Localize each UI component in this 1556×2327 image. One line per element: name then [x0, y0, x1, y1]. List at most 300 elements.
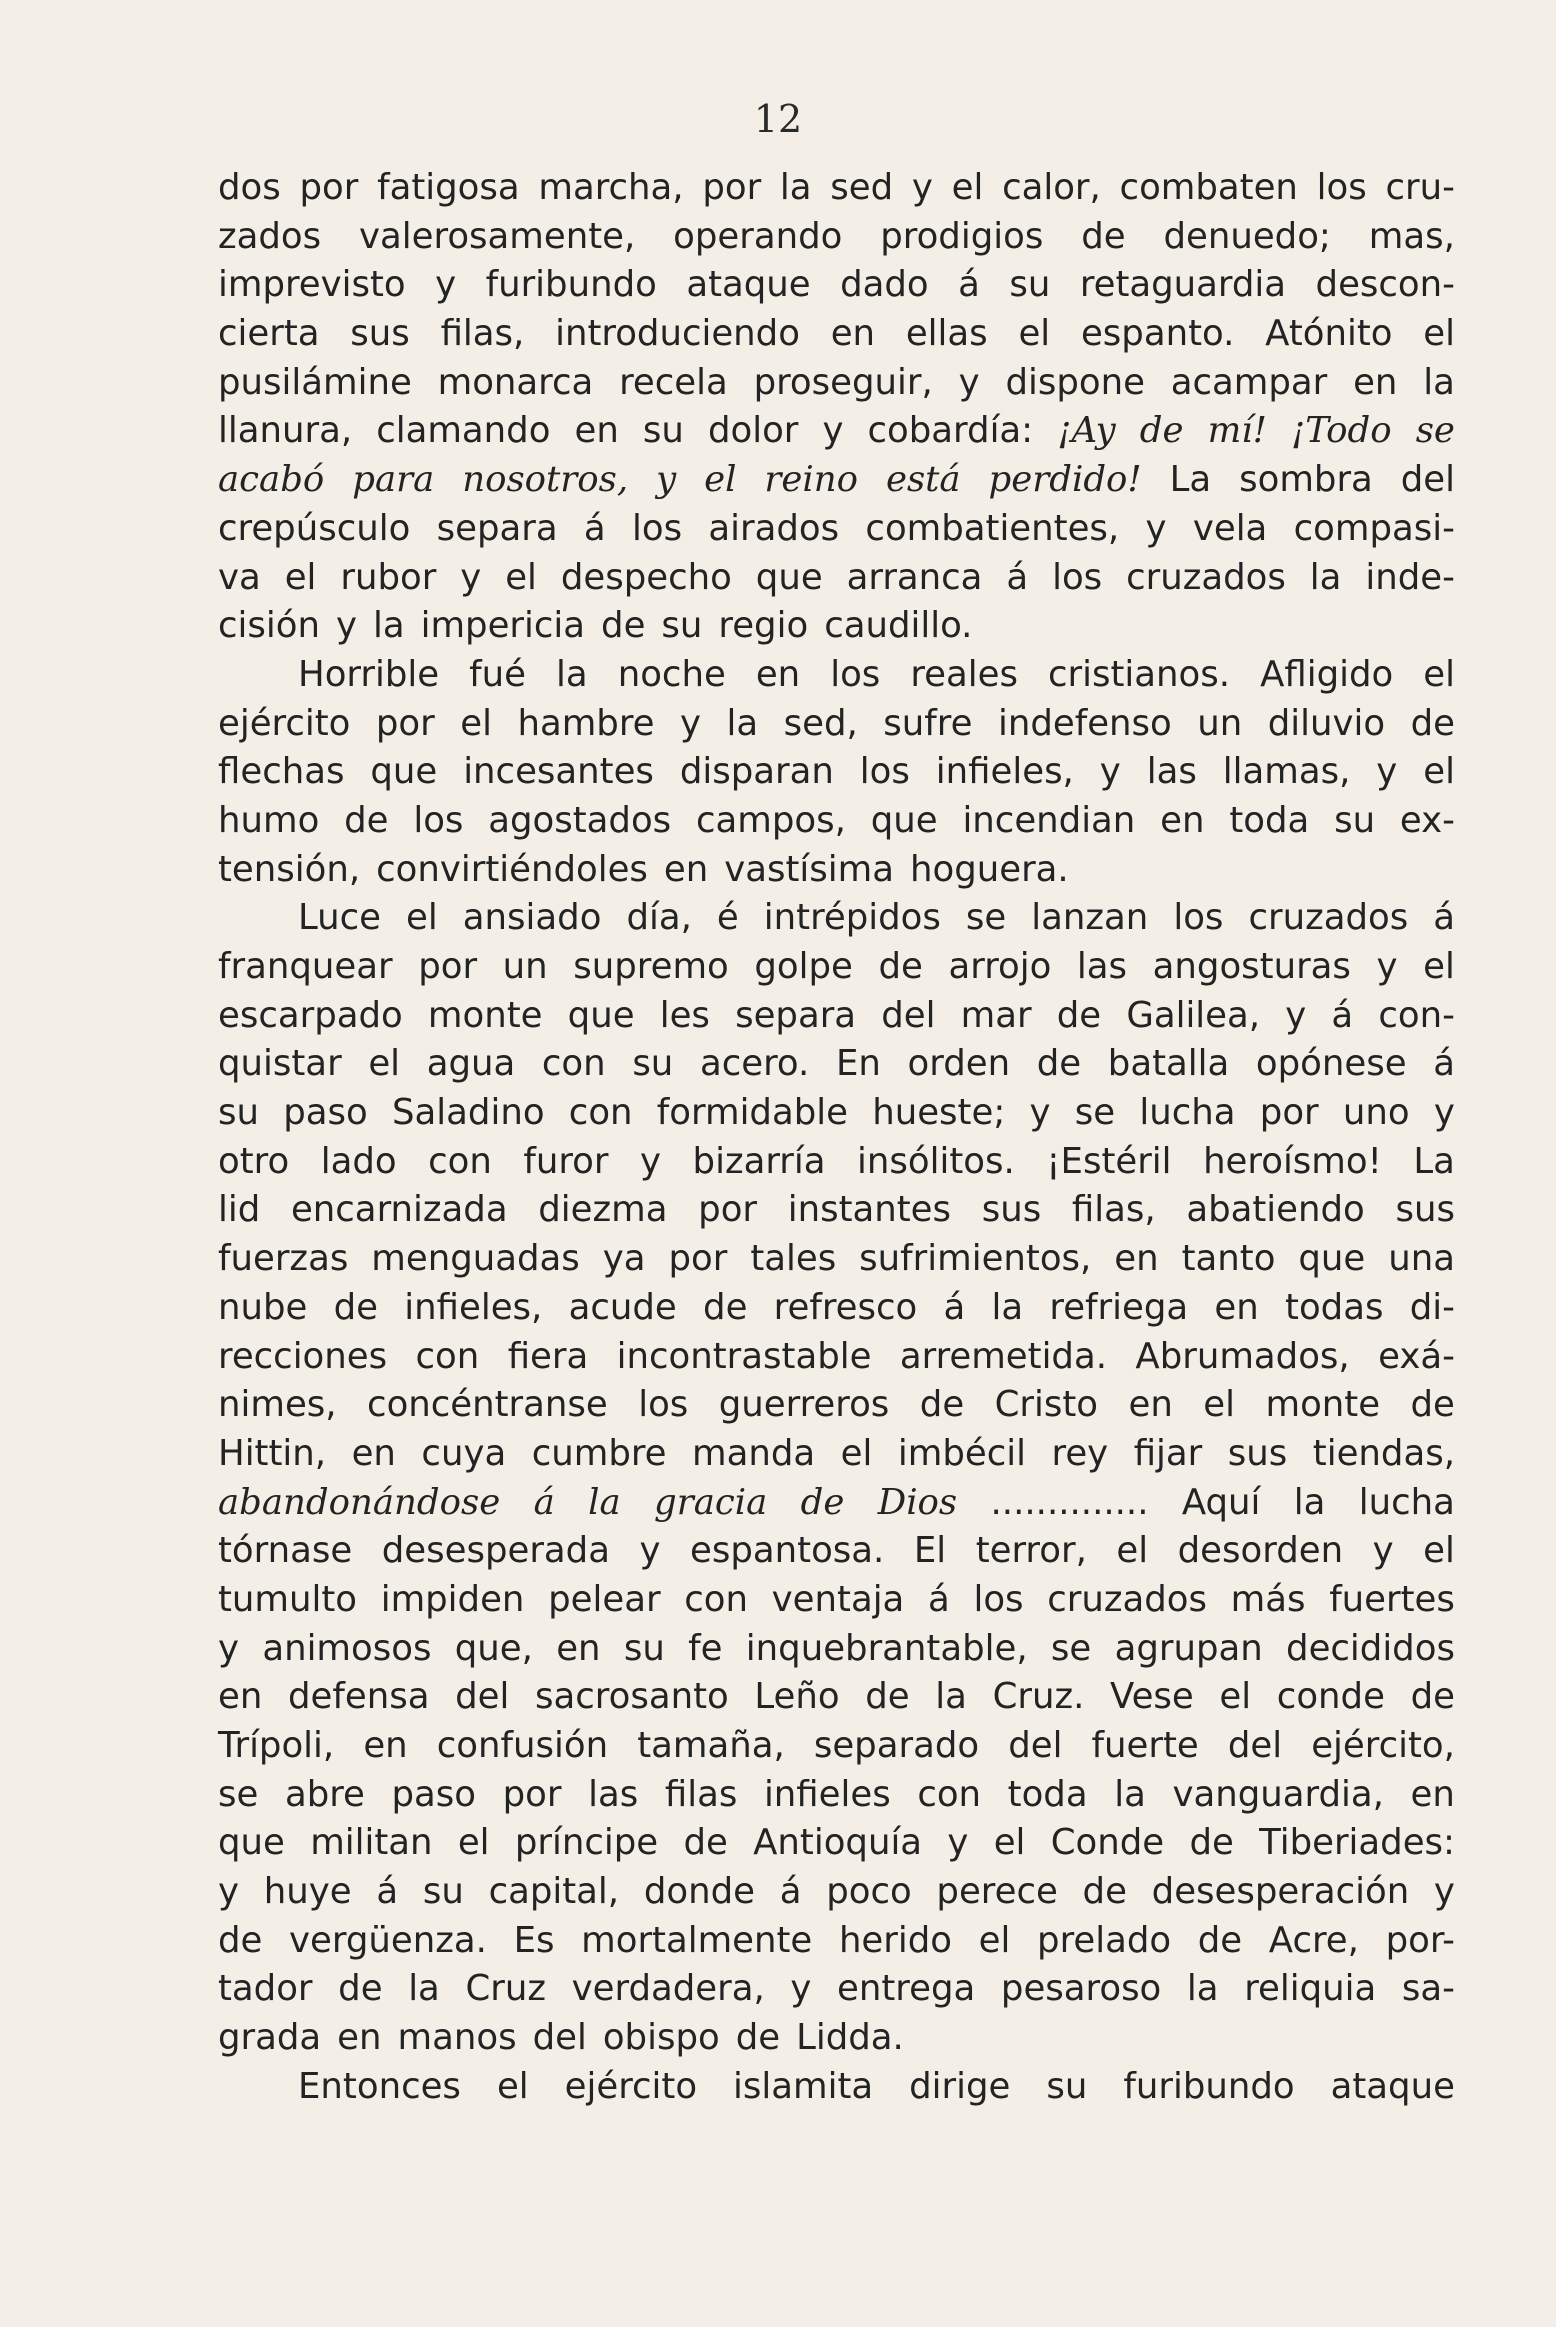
word: lucha [1139, 1092, 1236, 1134]
word: acude [568, 1286, 677, 1328]
word: reales [910, 653, 1018, 695]
word: cristianos. [1048, 653, 1231, 695]
word: concéntranse [367, 1384, 608, 1426]
text-line [218, 1965, 1455, 2014]
word: otro [218, 1140, 290, 1182]
word: las [588, 1773, 639, 1815]
word: Horrible [298, 653, 440, 695]
word: en [1128, 1384, 1173, 1426]
word: sus [1395, 1189, 1455, 1231]
word: en [574, 410, 619, 452]
word: con- [1378, 994, 1455, 1036]
word: que [755, 556, 823, 598]
word: de [218, 1919, 263, 1961]
word: animosos [262, 1627, 432, 1669]
word: los [973, 1578, 1024, 1620]
word: confusión [436, 1725, 609, 1766]
word: á [928, 1578, 950, 1620]
word: de [865, 1676, 910, 1718]
word: el [1018, 313, 1051, 355]
word: y [335, 605, 357, 647]
word: Galilea, [1126, 994, 1261, 1036]
word: su [218, 1092, 259, 1134]
word: recela [619, 361, 728, 403]
word: é [716, 897, 739, 939]
word: el [1423, 1530, 1455, 1572]
word: militan [310, 1822, 433, 1864]
text-line [218, 1625, 1455, 1674]
word: manos [397, 2017, 517, 2059]
word: fiera [507, 1335, 589, 1377]
word: sombra [1239, 459, 1373, 501]
word: en [1114, 1238, 1159, 1280]
word: mar [960, 994, 1032, 1036]
word: cru- [1385, 167, 1455, 208]
word: del [1008, 1725, 1063, 1766]
word: formidable [656, 1092, 848, 1134]
word: Conde [1050, 1822, 1165, 1864]
word: y [680, 702, 702, 744]
word: entrega [837, 1968, 976, 2010]
word: los [859, 751, 910, 793]
text-line [218, 1771, 1455, 1820]
word: fuerzas [218, 1238, 349, 1280]
word: campos, [696, 799, 846, 841]
word: paso [391, 1773, 477, 1815]
text-line [218, 1186, 1455, 1235]
word: guerreros [718, 1384, 890, 1426]
word: la [1186, 1968, 1219, 2010]
word: con [428, 1140, 492, 1182]
word: regio [718, 605, 809, 647]
word: el [993, 1822, 1026, 1864]
word: agua [426, 1043, 516, 1085]
word: despecho [560, 556, 732, 598]
word: el [406, 897, 438, 939]
word: y [1376, 946, 1398, 987]
text-line [218, 407, 1455, 456]
word: hoguera. [909, 848, 1069, 890]
text-line [218, 1819, 1455, 1868]
word: Afligido [1260, 653, 1394, 695]
word: Aquí [1181, 1481, 1261, 1523]
word: que [567, 994, 635, 1036]
text-line [218, 1576, 1455, 1625]
word: la [556, 653, 588, 695]
word: se [1050, 1627, 1092, 1669]
word: acabó [218, 459, 325, 501]
word: infieles, [404, 1286, 543, 1328]
word: indefenso [997, 702, 1172, 744]
word: rey [1051, 1432, 1109, 1474]
word: de [735, 2017, 781, 2059]
word: .............. [990, 1481, 1149, 1523]
word: di- [1409, 1286, 1455, 1328]
word: intrépidos [763, 897, 941, 939]
word: príncipe [514, 1822, 659, 1864]
word: y [1433, 1871, 1455, 1913]
word: ejército [218, 702, 351, 744]
text-line [218, 846, 1455, 895]
word: en [363, 1725, 408, 1766]
text-line [218, 1722, 1455, 1771]
text-line [218, 748, 1455, 797]
word: incendian [962, 799, 1136, 841]
word: del [1227, 1725, 1283, 1766]
word: grada [218, 2017, 322, 2059]
word: prodigios [880, 215, 1044, 257]
word: Cruz [465, 1968, 546, 2010]
word: verdadera, [571, 1968, 765, 2010]
word: vanguardia, [1172, 1773, 1384, 1815]
text-line [218, 505, 1455, 554]
word: monte [1265, 1384, 1381, 1426]
text-line [218, 651, 1455, 700]
word: noche [617, 653, 726, 695]
word: desesperación [1151, 1871, 1410, 1913]
text-line [218, 213, 1455, 262]
word: y [822, 410, 844, 452]
word: infieles, [935, 751, 1074, 793]
word: calor, [1002, 167, 1101, 208]
word: ansiado [462, 897, 602, 939]
word: tanto [1181, 1238, 1276, 1280]
word: á [943, 1286, 966, 1328]
word: pelear [548, 1578, 661, 1620]
word: tamaña, [637, 1725, 785, 1766]
word: dirige [909, 2065, 1011, 2107]
word: toda [1007, 1773, 1088, 1815]
word: el [457, 1822, 490, 1864]
word: una [1388, 1238, 1455, 1280]
word: sus [1227, 1432, 1288, 1474]
word: cuya [421, 1432, 507, 1474]
word: orden [907, 1043, 1011, 1085]
word: denuedo; [1163, 215, 1331, 257]
word: instantes [787, 1189, 952, 1231]
word: de [800, 1481, 845, 1523]
word: la [726, 702, 759, 744]
word: conde [1276, 1676, 1385, 1718]
word: mí! [1207, 410, 1267, 452]
word: tumulto [218, 1578, 358, 1620]
word: que [870, 799, 938, 841]
word: su [1046, 2065, 1088, 2107]
word: convirtiéndoles [376, 848, 648, 890]
word: paso [283, 1092, 368, 1134]
word: el [1423, 946, 1455, 987]
word: y [1376, 751, 1398, 793]
word: encarnizada [290, 1189, 508, 1231]
word: el [505, 556, 537, 598]
word: separa [436, 507, 558, 549]
word: abatiendo [1186, 1189, 1365, 1231]
word: el [1116, 1530, 1149, 1572]
word: y [1285, 994, 1307, 1036]
word: ¡Todo [1290, 410, 1392, 452]
word: menguadas [371, 1238, 580, 1280]
word: humo [218, 799, 320, 841]
word: los [1173, 897, 1224, 939]
word: de [601, 605, 646, 647]
word: día, [626, 897, 692, 939]
word: está [885, 459, 961, 501]
word: nube [218, 1286, 308, 1328]
word: la [372, 605, 405, 647]
word: con [541, 1043, 606, 1085]
word: sufrimientos, [859, 1238, 1092, 1280]
word: Trípoli, [218, 1725, 335, 1766]
word: llanura, [218, 410, 353, 452]
word: arrojo [948, 946, 1052, 987]
word: Cristo [994, 1384, 1099, 1426]
word: incontrastable [616, 1335, 872, 1377]
word: la [1423, 361, 1455, 403]
word: agostados [488, 799, 672, 841]
word: imbécil [897, 1432, 1026, 1474]
word: por [375, 702, 435, 744]
word: se [965, 897, 1007, 939]
word: de [1197, 1919, 1243, 1961]
word: en [1214, 1286, 1259, 1328]
word: la [935, 1676, 967, 1718]
word: y [639, 1530, 661, 1572]
word: el [368, 1043, 401, 1085]
word: impericia [420, 605, 586, 647]
word: fe [688, 1627, 723, 1669]
word: la [779, 167, 812, 208]
word: les [659, 994, 710, 1036]
word: que, [454, 1627, 533, 1669]
word: abre [284, 1773, 365, 1815]
word: la [408, 1968, 440, 2010]
word: Entonces [298, 2065, 461, 2107]
word: un [502, 946, 548, 987]
word: fué [469, 653, 526, 695]
word: la [1293, 1481, 1326, 1523]
word: y [218, 1627, 240, 1669]
word: el [1423, 313, 1455, 355]
word: pesaroso [1000, 1968, 1162, 2010]
word: diezma [538, 1189, 668, 1231]
word: tador [218, 1968, 313, 2010]
word: el [1423, 653, 1455, 695]
word: zados [218, 215, 322, 257]
word: el [1423, 751, 1455, 793]
word: cierta [218, 313, 320, 355]
word: de [344, 799, 389, 841]
word: de [1082, 1871, 1127, 1913]
word: inde- [1365, 556, 1455, 598]
word: sa- [1401, 1968, 1455, 2010]
word: obispo [602, 2017, 720, 2059]
word: por [502, 1773, 562, 1815]
word: sed [830, 167, 894, 208]
word: clamando [376, 410, 551, 452]
word: airados [708, 507, 840, 549]
word: filas, [1071, 1189, 1156, 1231]
word: de [1410, 1384, 1455, 1426]
word: ataque [686, 264, 811, 306]
word: sufre [883, 702, 973, 744]
word: y [1029, 1092, 1051, 1134]
word: de [1410, 702, 1455, 744]
word: por [418, 946, 478, 987]
word: filas, [440, 313, 525, 355]
word: para [352, 459, 435, 501]
body-text [218, 164, 1455, 2112]
word: incesantes [463, 751, 654, 793]
word: Dios [877, 1481, 958, 1523]
word: filas [664, 1773, 738, 1815]
text-line [218, 261, 1455, 310]
word: en [663, 848, 709, 890]
word: se [218, 1773, 259, 1815]
word: los [1052, 556, 1103, 598]
word: imprevisto [218, 264, 406, 306]
word: ex- [1399, 799, 1455, 841]
word: fijar [1133, 1432, 1203, 1474]
word: Leño [754, 1676, 840, 1718]
word: acampar [1170, 361, 1328, 403]
text-line [218, 1040, 1455, 1089]
word: escarpado [218, 994, 403, 1036]
word: cruzados [1047, 1578, 1207, 1620]
text-line [218, 554, 1455, 603]
word: pusilámine [218, 361, 412, 403]
text-line [218, 797, 1455, 846]
word: Tiberiades: [1259, 1822, 1455, 1864]
text-line [218, 700, 1455, 749]
word: sus [981, 1189, 1042, 1231]
word: la [588, 1481, 621, 1523]
word: á [779, 1871, 802, 1913]
word: los [1316, 167, 1367, 208]
word: terror, [975, 1530, 1087, 1572]
word: en [1410, 1773, 1455, 1815]
word: sus [350, 313, 410, 355]
word: va [218, 556, 261, 598]
text-line [218, 602, 1455, 651]
word: tiendas, [1312, 1432, 1455, 1474]
word: de [1056, 994, 1102, 1036]
word: supremo [573, 946, 729, 987]
word: lid [218, 1189, 261, 1231]
word: del [532, 2017, 587, 2059]
word: batalla [1107, 1043, 1230, 1085]
text-line [218, 2014, 1455, 2063]
word: cruzados [1248, 897, 1409, 939]
word: impiden [380, 1578, 525, 1620]
text-line [218, 1430, 1455, 1479]
word: en [1160, 799, 1205, 841]
word: tensión, [218, 848, 361, 890]
word: ejército, [1311, 1725, 1455, 1766]
word: desorden [1177, 1530, 1344, 1572]
word: cruzados [1126, 556, 1286, 598]
word: fatigosa [377, 167, 520, 208]
word: Abrumados, [1135, 1335, 1350, 1377]
word: nimes, [218, 1384, 337, 1426]
word: los [830, 653, 881, 695]
word: de [683, 1822, 728, 1864]
word: el [284, 556, 317, 598]
word: desesperada [381, 1530, 610, 1572]
word: que [218, 1822, 285, 1864]
word: la [1114, 1773, 1146, 1815]
word: Luce [298, 897, 382, 939]
word: vastísima [724, 848, 894, 890]
word: de [1036, 1043, 1082, 1085]
word: descon- [1315, 264, 1455, 306]
word: quistar [218, 1043, 342, 1085]
word: y [1372, 1530, 1394, 1572]
word: Antioquía [753, 1822, 923, 1864]
word: y [911, 167, 933, 208]
word: de [703, 1286, 748, 1328]
word: su [1009, 264, 1051, 306]
word: Es [513, 1919, 555, 1961]
text-line [218, 1917, 1455, 1966]
word: dos [218, 167, 281, 208]
text-line [218, 1868, 1455, 1917]
word: heroísmo! [1203, 1140, 1382, 1182]
word: nosotros, [462, 459, 629, 501]
word: el [496, 2065, 529, 2107]
text-line [218, 1673, 1455, 1722]
word: en [1353, 361, 1398, 403]
word: disparan [679, 751, 834, 793]
word: retaguardia [1079, 264, 1287, 306]
word: monte [427, 994, 543, 1036]
word: toda [1229, 799, 1310, 841]
word: á [1331, 994, 1354, 1036]
word: á [376, 1871, 399, 1913]
word: se [1074, 1092, 1116, 1134]
word: mortalmente [581, 1919, 813, 1961]
word: el [978, 1919, 1011, 1961]
word: proseguir, [753, 361, 933, 403]
word: tórnase [218, 1530, 353, 1572]
word: infieles [763, 1773, 891, 1815]
word: Atónito [1265, 313, 1393, 355]
word: franquear [218, 946, 393, 987]
word: cumbre [531, 1432, 667, 1474]
word: las [1076, 946, 1128, 987]
word: su [632, 1043, 674, 1085]
word: por [299, 167, 359, 208]
word: manda [692, 1432, 816, 1474]
word: las [1146, 751, 1197, 793]
word: se [1415, 410, 1455, 452]
word: ¡Ay [1057, 410, 1116, 452]
word: separado [813, 1725, 980, 1766]
word: ¡Estéril [1046, 1140, 1172, 1182]
word: combaten [1119, 167, 1298, 208]
word: y [958, 361, 980, 403]
word: con [568, 1092, 633, 1134]
word: ya [602, 1238, 646, 1280]
word: exá- [1378, 1335, 1455, 1377]
word: de [338, 1968, 383, 2010]
word: refresco [773, 1286, 918, 1328]
word: del [455, 1676, 510, 1718]
page-number: 12 [753, 97, 803, 141]
word: La [1169, 459, 1212, 501]
word: á [1433, 897, 1455, 939]
word: la [1309, 556, 1342, 598]
word: acero. [699, 1043, 810, 1085]
